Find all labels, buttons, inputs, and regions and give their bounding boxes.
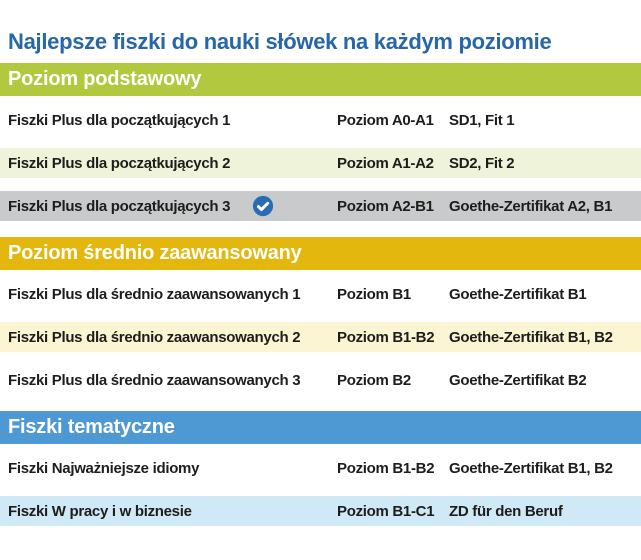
flashcard-level: Poziom B1: [337, 285, 411, 303]
flashcard-name-cell: [8, 112, 337, 129]
flashcard-name: Fiszki Plus dla średnio zaawansowanych 2: [8, 328, 301, 346]
section-header: Poziom podstawowy: [0, 63, 641, 96]
flashcard-level: Poziom B2: [337, 371, 411, 389]
flashcard-name-cell: [8, 195, 337, 217]
section-header: Fiszki tematyczne: [0, 411, 641, 444]
flashcard-name: Fiszki Plus dla początkujących 3: [8, 197, 231, 215]
flashcard-row[interactable]: [0, 322, 641, 352]
level-section: [0, 63, 641, 221]
flashcard-name: Fiszki Plus dla początkujących 2: [8, 154, 231, 172]
flashcard-exam: Goethe-Zertifikat B2: [449, 371, 587, 389]
flashcard-name-cell: [8, 155, 337, 172]
flashcard-row[interactable]: [0, 365, 641, 395]
flashcard-name: Fiszki Plus dla średnio zaawansowanych 1: [8, 285, 301, 303]
flashcard-name: Fiszki W pracy i w biznesie: [8, 502, 192, 520]
page-title: Najlepsze fiszki do nauki słówek na każdym poziomie: [8, 29, 552, 54]
section-rows: [0, 279, 641, 395]
flashcard-row[interactable]: [0, 105, 641, 135]
level-section: [0, 411, 641, 526]
flashcard-name-cell: [8, 329, 337, 346]
section-rows: [0, 453, 641, 526]
flashcard-exam: SD2, Fit 2: [449, 154, 515, 172]
flashcard-row[interactable]: [0, 453, 641, 483]
flashcard-exam: Goethe-Zertifikat B1, B2: [449, 328, 613, 346]
section-header: Poziom średnio zaawansowany: [0, 237, 641, 270]
flashcard-exam: SD1, Fit 1: [449, 111, 515, 129]
flashcard-row[interactable]: [0, 148, 641, 178]
flashcard-level: Poziom A2-B1: [337, 197, 434, 215]
page: [0, 27, 641, 526]
flashcard-exam: Goethe-Zertifikat B1, B2: [449, 459, 613, 477]
flashcard-name-cell: [8, 372, 337, 389]
section-rows: [0, 105, 641, 221]
check-icon: [252, 195, 274, 217]
sections-container: [0, 63, 641, 526]
flashcard-name: Fiszki Plus dla średnio zaawansowanych 3: [8, 371, 301, 389]
flashcard-name-cell: [8, 503, 337, 520]
flashcard-name: Fiszki Najważniejsze idiomy: [8, 459, 200, 477]
flashcard-level: Poziom B1-C1: [337, 502, 435, 520]
flashcard-name-cell: [8, 286, 337, 303]
flashcard-name-cell: [8, 460, 337, 477]
flashcard-level: Poziom A0-A1: [337, 111, 434, 129]
flashcard-row[interactable]: [0, 279, 641, 309]
flashcard-exam: Goethe-Zertifikat B1: [449, 285, 587, 303]
flashcard-level: Poziom B1-B2: [337, 459, 435, 477]
flashcard-level: Poziom A1-A2: [337, 154, 434, 172]
flashcard-exam: Goethe-Zertifikat A2, B1: [449, 197, 613, 215]
flashcard-level: Poziom B1-B2: [337, 328, 435, 346]
flashcard-name: Fiszki Plus dla początkujących 1: [8, 111, 231, 129]
level-section: [0, 237, 641, 395]
flashcard-row[interactable]: [0, 496, 641, 526]
flashcard-exam: ZD für den Beruf: [449, 502, 563, 520]
flashcard-row[interactable]: [0, 191, 641, 221]
